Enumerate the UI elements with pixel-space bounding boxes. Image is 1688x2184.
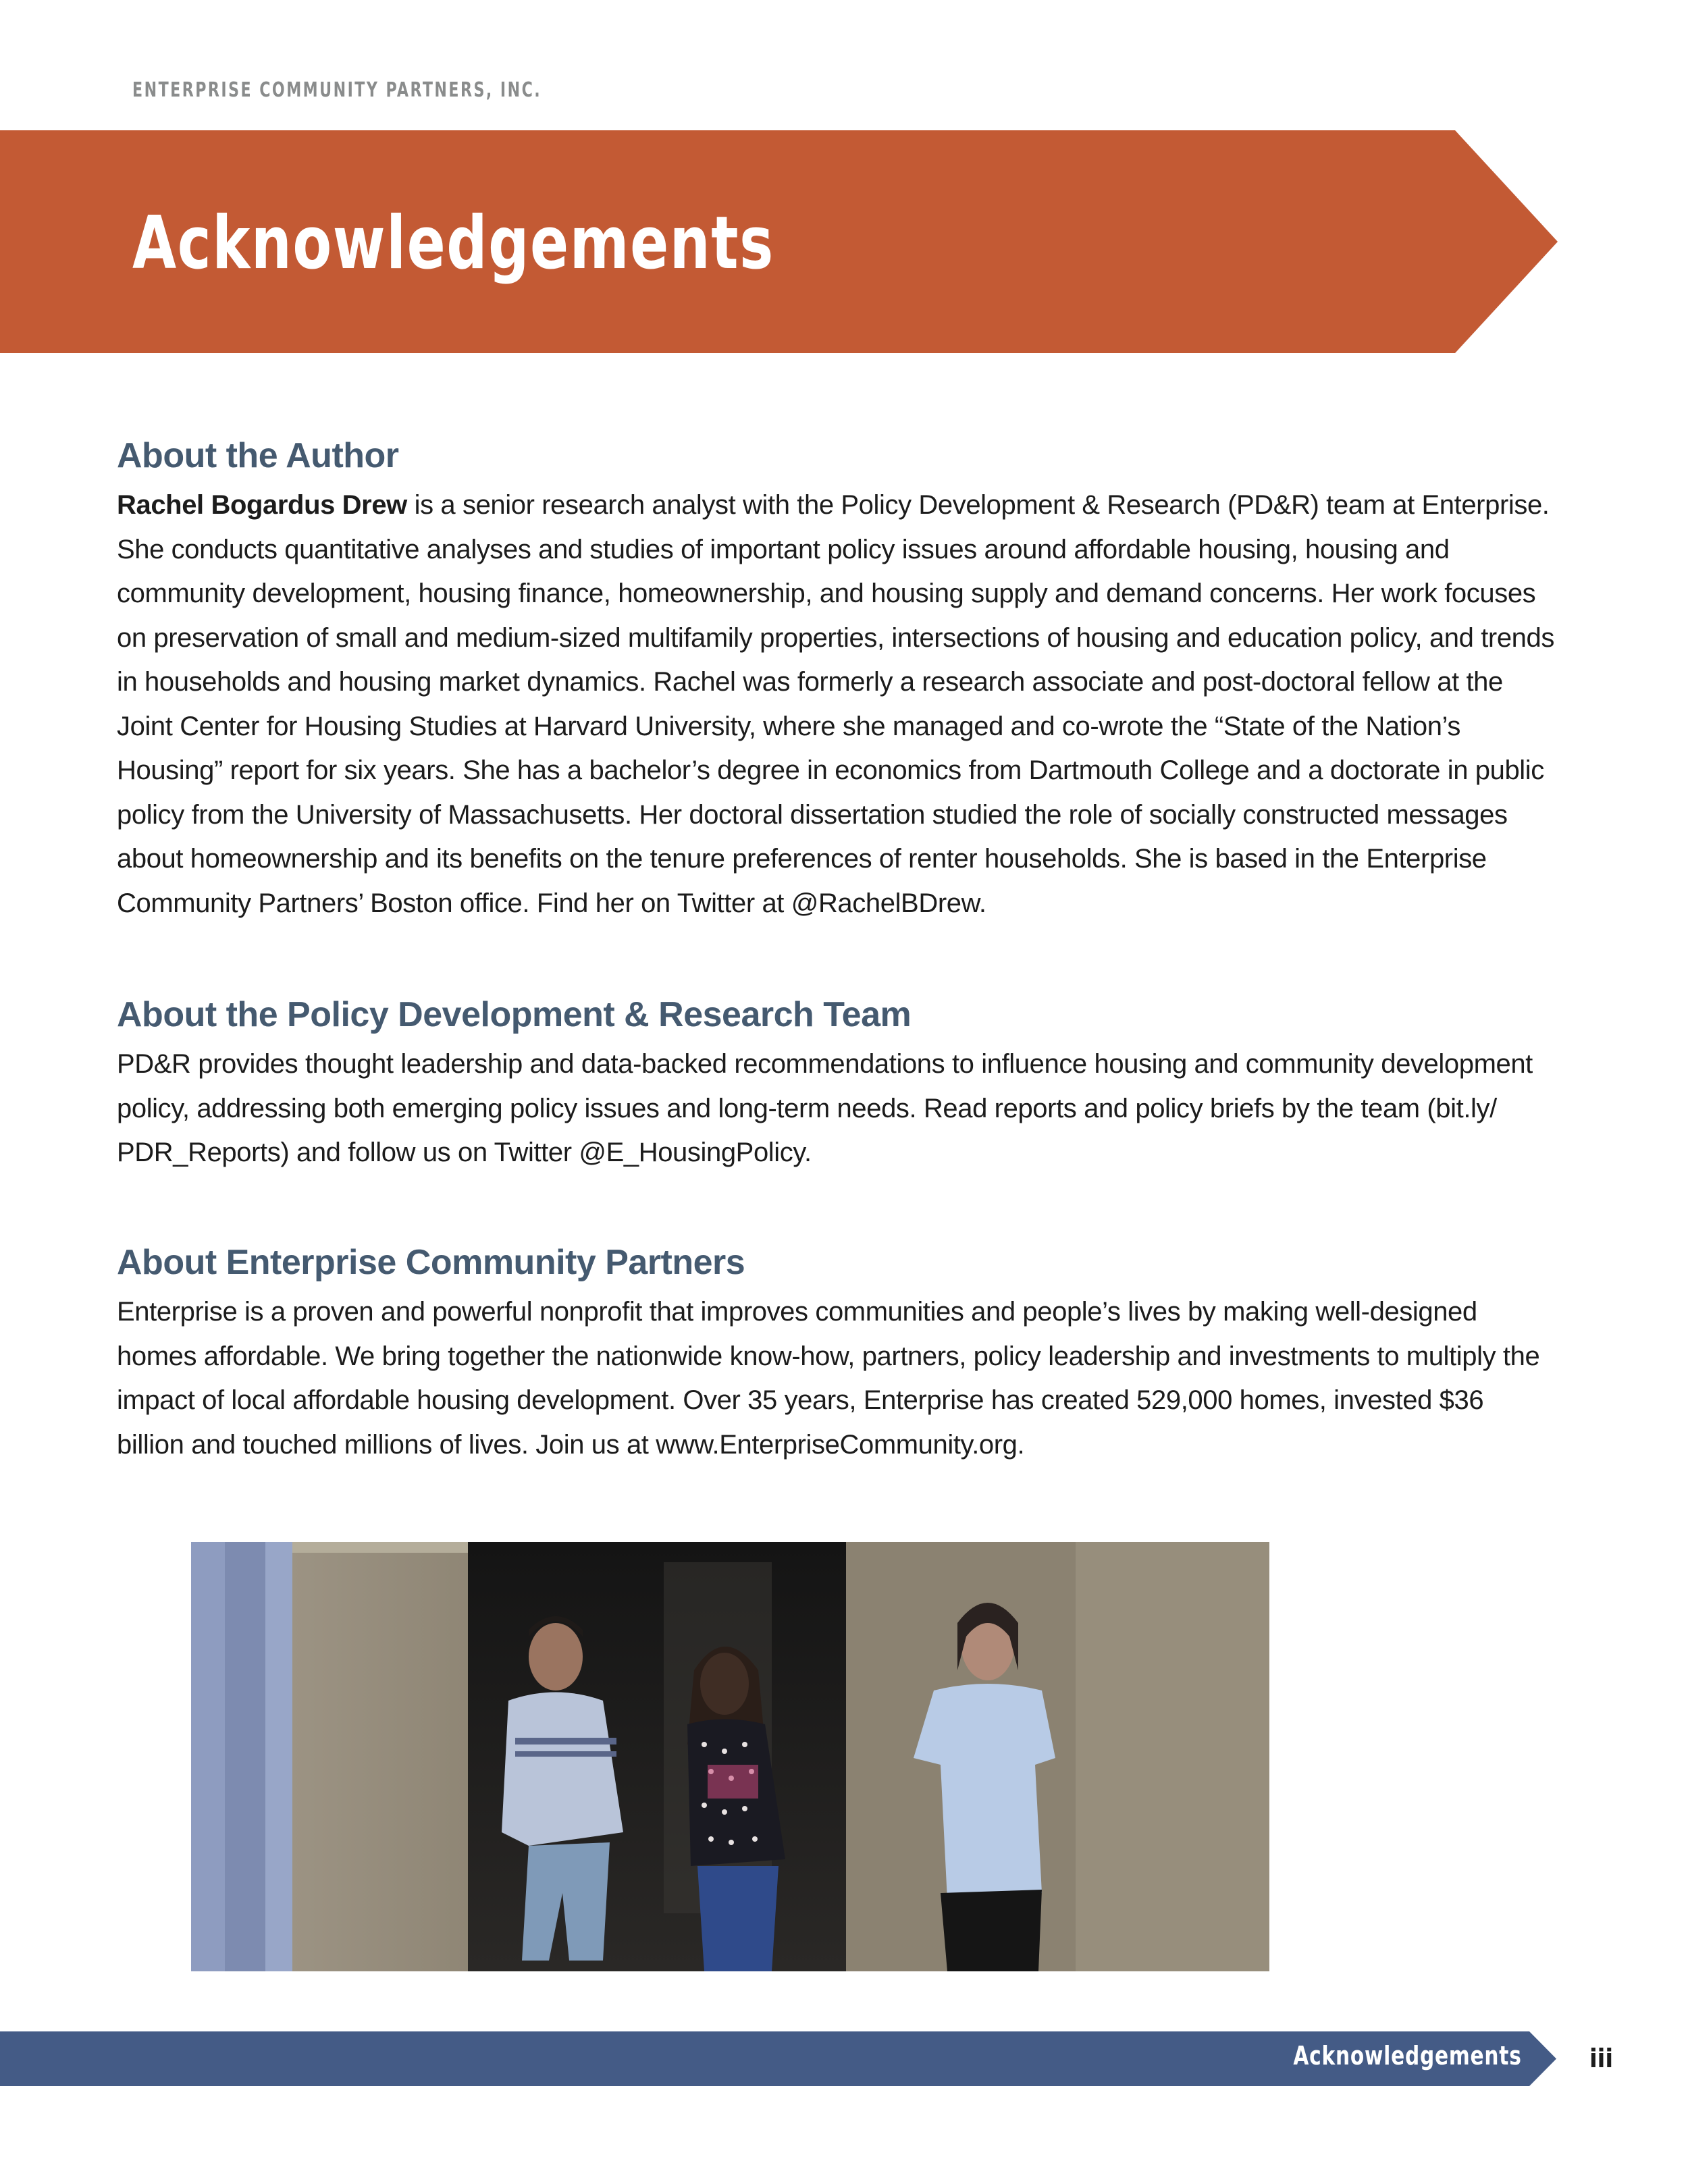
footer-section-label: Acknowledgements bbox=[1293, 2041, 1522, 2071]
page-title: Acknowledgements bbox=[132, 201, 774, 286]
children-running-photo bbox=[191, 1542, 1269, 1971]
section-heading-author: About the Author bbox=[117, 436, 399, 475]
section-about-pdr bbox=[117, 991, 1555, 1175]
photo-illustration bbox=[191, 1542, 1269, 1971]
section-heading-enterprise: About Enterprise Community Partners bbox=[117, 1243, 745, 1282]
footer-band bbox=[0, 2031, 1560, 2086]
title-banner bbox=[0, 130, 1560, 353]
author-bio bbox=[117, 483, 1555, 926]
enterprise-description: Enterprise is a proven and powerful nonprofit that improves communities and people’s lives by making well-designed homes affordable. We bring together the nationwide know-how, partners, policy leadership and investments to multiply the impact of local affordable housing development. Over 35 years, Enterprise has created 529,000 homes, invested $36 billion and touched millions of lives. Join us at www.EnterpriseCommunity.org. bbox=[117, 1297, 1540, 1460]
page-number: iii bbox=[1589, 2044, 1614, 2073]
author-name: Rachel Bogardus Drew bbox=[117, 490, 407, 520]
author-bio-text: is a senior research analyst with the Policy Development & Research (PD&R) team at Enterprise. She conducts quantitative analyses and studies of important policy issues around affordable housing, housing and community development, housing finance, homeownership, and housing supply and demand concerns. Her work focuses on preservation of small and medium-sized multifamily properties, intersections of housing and education policy, and trends in households and housing market dynamics. Rachel was formerly a research associate and post-doctoral fellow at the Joint Center for Housing Studies at Harvard University, where she managed and co-wrote the “State of the Nation’s Housing” report for six years. She has a bachelor’s degree in economics from Dartmouth College and a doctorate in public policy from the University of Massachusetts. Her doctoral dissertation studied the role of socially constructed messages about homeownership and its benefits on the tenure preferences of renter households. She is based in the Enterprise Community Partners’ Boston office. Find her on Twitter at @RachelBDrew. bbox=[117, 490, 1554, 918]
section-heading-pdr: About the Policy Development & Research Team bbox=[117, 995, 912, 1034]
pdr-description: PD&R provides thought leadership and data-backed recommendations to influence housing and community development policy, addressing both emerging policy issues and long-term needs. Read reports and policy briefs by the team (bit.ly/ PDR_Reports) and follow us on Twitter @E_HousingPolicy. bbox=[117, 1049, 1533, 1167]
org-label: ENTERPRISE COMMUNITY PARTNERS, INC. bbox=[132, 78, 542, 102]
section-about-enterprise bbox=[117, 1239, 1555, 1467]
section-about-author bbox=[117, 432, 1555, 926]
